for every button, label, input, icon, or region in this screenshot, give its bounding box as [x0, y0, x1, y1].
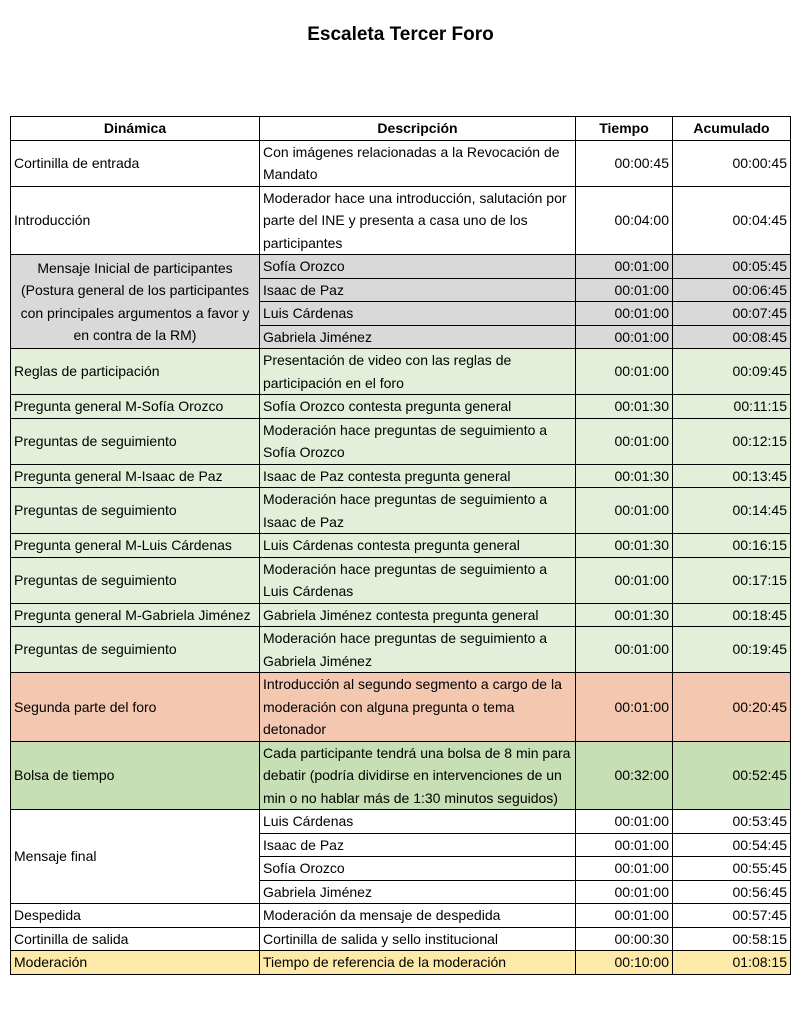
table-row: [11, 255, 791, 279]
tiempo-cell: 00:01:00: [576, 627, 673, 673]
tiempo-cell: 00:01:00: [576, 278, 673, 302]
acumulado-cell: 00:04:45: [673, 186, 791, 255]
dinamica-cell: Pregunta general M-Luis Cárdenas: [11, 534, 260, 558]
descripcion-cell: Gabriela Jiménez: [260, 325, 576, 349]
tiempo-cell: 00:01:00: [576, 810, 673, 834]
acumulado-cell: 00:56:45: [673, 880, 791, 904]
table-row: [11, 741, 791, 810]
table-row: [11, 488, 791, 534]
acumulado-cell: 00:11:15: [673, 395, 791, 419]
descripcion-cell: Gabriela Jiménez contesta pregunta general: [260, 603, 576, 627]
acumulado-cell: 00:07:45: [673, 302, 791, 326]
descripcion-cell: Sofía Orozco: [260, 857, 576, 881]
dinamica-cell: Preguntas de seguimiento: [11, 488, 260, 534]
acumulado-cell: 00:00:45: [673, 140, 791, 186]
table-row: [11, 603, 791, 627]
descripcion-cell: Sofía Orozco contesta pregunta general: [260, 395, 576, 419]
dinamica-cell: Preguntas de seguimiento: [11, 418, 260, 464]
header-dinamica: Dinámica: [11, 117, 260, 141]
dinamica-cell: Pregunta general M-Isaac de Paz: [11, 464, 260, 488]
tiempo-cell: 00:01:00: [576, 488, 673, 534]
acumulado-cell: 00:17:15: [673, 557, 791, 603]
descripcion-cell: Gabriela Jiménez: [260, 880, 576, 904]
schedule-table: [10, 116, 791, 975]
table-row: [11, 810, 791, 834]
descripcion-cell: Moderador hace una introducción, salutación por parte del INE y presenta a casa uno de los participantes: [260, 186, 576, 255]
tiempo-cell: 00:01:00: [576, 833, 673, 857]
table-row: [11, 464, 791, 488]
descripcion-cell: Isaac de Paz: [260, 833, 576, 857]
descripcion-cell: Sofía Orozco: [260, 255, 576, 279]
dinamica-cell: Bolsa de tiempo: [11, 741, 260, 810]
acumulado-cell: 00:12:15: [673, 418, 791, 464]
tiempo-cell: 00:01:00: [576, 557, 673, 603]
tiempo-cell: 00:01:00: [576, 673, 673, 742]
acumulado-cell: 00:57:45: [673, 904, 791, 928]
table-row: [11, 140, 791, 186]
acumulado-cell: 00:53:45: [673, 810, 791, 834]
tiempo-cell: 00:01:30: [576, 464, 673, 488]
acumulado-cell: 00:14:45: [673, 488, 791, 534]
descripcion-cell: Moderación hace preguntas de seguimiento a Gabriela Jiménez: [260, 627, 576, 673]
tiempo-cell: 00:32:00: [576, 741, 673, 810]
descripcion-cell: Moderación da mensaje de despedida: [260, 904, 576, 928]
dinamica-cell: Introducción: [11, 186, 260, 255]
dinamica-cell: Segunda parte del foro: [11, 673, 260, 742]
tiempo-cell: 00:00:30: [576, 927, 673, 951]
descripcion-cell: Con imágenes relacionadas a la Revocación de Mandato: [260, 140, 576, 186]
table-row: [11, 186, 791, 255]
dinamica-cell: Preguntas de seguimiento: [11, 557, 260, 603]
tiempo-cell: 00:04:00: [576, 186, 673, 255]
descripcion-cell: Isaac de Paz contesta pregunta general: [260, 464, 576, 488]
acumulado-cell: 00:58:15: [673, 927, 791, 951]
header-row: [11, 117, 791, 141]
table-row: [11, 534, 791, 558]
dinamica-cell: Mensaje Inicial de participantes (Postura general de los participantes con principales argumentos a favor y en contra de la RM): [11, 255, 260, 349]
table-row: [11, 418, 791, 464]
table-row: [11, 395, 791, 419]
tiempo-cell: 00:01:00: [576, 857, 673, 881]
dinamica-cell: Reglas de participación: [11, 349, 260, 395]
dinamica-cell: Mensaje final: [11, 810, 260, 904]
table-row: [11, 927, 791, 951]
table-row: [11, 349, 791, 395]
descripcion-cell: Luis Cárdenas contesta pregunta general: [260, 534, 576, 558]
tiempo-cell: 00:01:30: [576, 603, 673, 627]
tiempo-cell: 00:01:00: [576, 418, 673, 464]
acumulado-cell: 00:20:45: [673, 673, 791, 742]
acumulado-cell: 00:05:45: [673, 255, 791, 279]
acumulado-cell: 00:54:45: [673, 833, 791, 857]
acumulado-cell: 00:16:15: [673, 534, 791, 558]
descripcion-cell: Tiempo de referencia de la moderación: [260, 951, 576, 975]
descripcion-cell: Luis Cárdenas: [260, 302, 576, 326]
descripcion-cell: Cada participante tendrá una bolsa de 8 min para debatir (podría dividirse en intervenciones de un min o no hablar más de 1:30 minutos seguidos): [260, 741, 576, 810]
table-row: [11, 951, 791, 975]
tiempo-cell: 00:01:00: [576, 880, 673, 904]
dinamica-cell: Moderación: [11, 951, 260, 975]
dinamica-cell: Cortinilla de salida: [11, 927, 260, 951]
table-row: [11, 673, 791, 742]
dinamica-cell: Despedida: [11, 904, 260, 928]
descripcion-cell: Isaac de Paz: [260, 278, 576, 302]
tiempo-cell: 00:01:00: [576, 904, 673, 928]
tiempo-cell: 00:10:00: [576, 951, 673, 975]
acumulado-cell: 00:13:45: [673, 464, 791, 488]
dinamica-cell: Pregunta general M-Gabriela Jiménez: [11, 603, 260, 627]
acumulado-cell: 00:08:45: [673, 325, 791, 349]
tiempo-cell: 00:01:00: [576, 349, 673, 395]
acumulado-cell: 00:52:45: [673, 741, 791, 810]
page-title: Escaleta Tercer Foro: [307, 24, 494, 45]
acumulado-cell: 00:18:45: [673, 603, 791, 627]
dinamica-cell: Preguntas de seguimiento: [11, 627, 260, 673]
tiempo-cell: 00:01:30: [576, 534, 673, 558]
descripcion-cell: Presentación de video con las reglas de participación en el foro: [260, 349, 576, 395]
acumulado-cell: 01:08:15: [673, 951, 791, 975]
dinamica-cell: Cortinilla de entrada: [11, 140, 260, 186]
acumulado-cell: 00:09:45: [673, 349, 791, 395]
tiempo-cell: 00:01:00: [576, 302, 673, 326]
table-row: [11, 904, 791, 928]
header-tiempo: Tiempo: [576, 117, 673, 141]
acumulado-cell: 00:55:45: [673, 857, 791, 881]
acumulado-cell: 00:06:45: [673, 278, 791, 302]
descripcion-cell: Cortinilla de salida y sello institucional: [260, 927, 576, 951]
table-row: [11, 557, 791, 603]
header-descripcion: Descripción: [260, 117, 576, 141]
acumulado-cell: 00:19:45: [673, 627, 791, 673]
table-row: [11, 627, 791, 673]
descripcion-cell: Introducción al segundo segmento a cargo de la moderación con alguna pregunta o tema detonador: [260, 673, 576, 742]
header-acumulado: Acumulado: [673, 117, 791, 141]
descripcion-cell: Moderación hace preguntas de seguimiento a Sofía Orozco: [260, 418, 576, 464]
tiempo-cell: 00:00:45: [576, 140, 673, 186]
tiempo-cell: 00:01:00: [576, 255, 673, 279]
tiempo-cell: 00:01:00: [576, 325, 673, 349]
descripcion-cell: Luis Cárdenas: [260, 810, 576, 834]
tiempo-cell: 00:01:30: [576, 395, 673, 419]
dinamica-cell: Pregunta general M-Sofía Orozco: [11, 395, 260, 419]
descripcion-cell: Moderación hace preguntas de seguimiento a Luis Cárdenas: [260, 557, 576, 603]
descripcion-cell: Moderación hace preguntas de seguimiento a Isaac de Paz: [260, 488, 576, 534]
